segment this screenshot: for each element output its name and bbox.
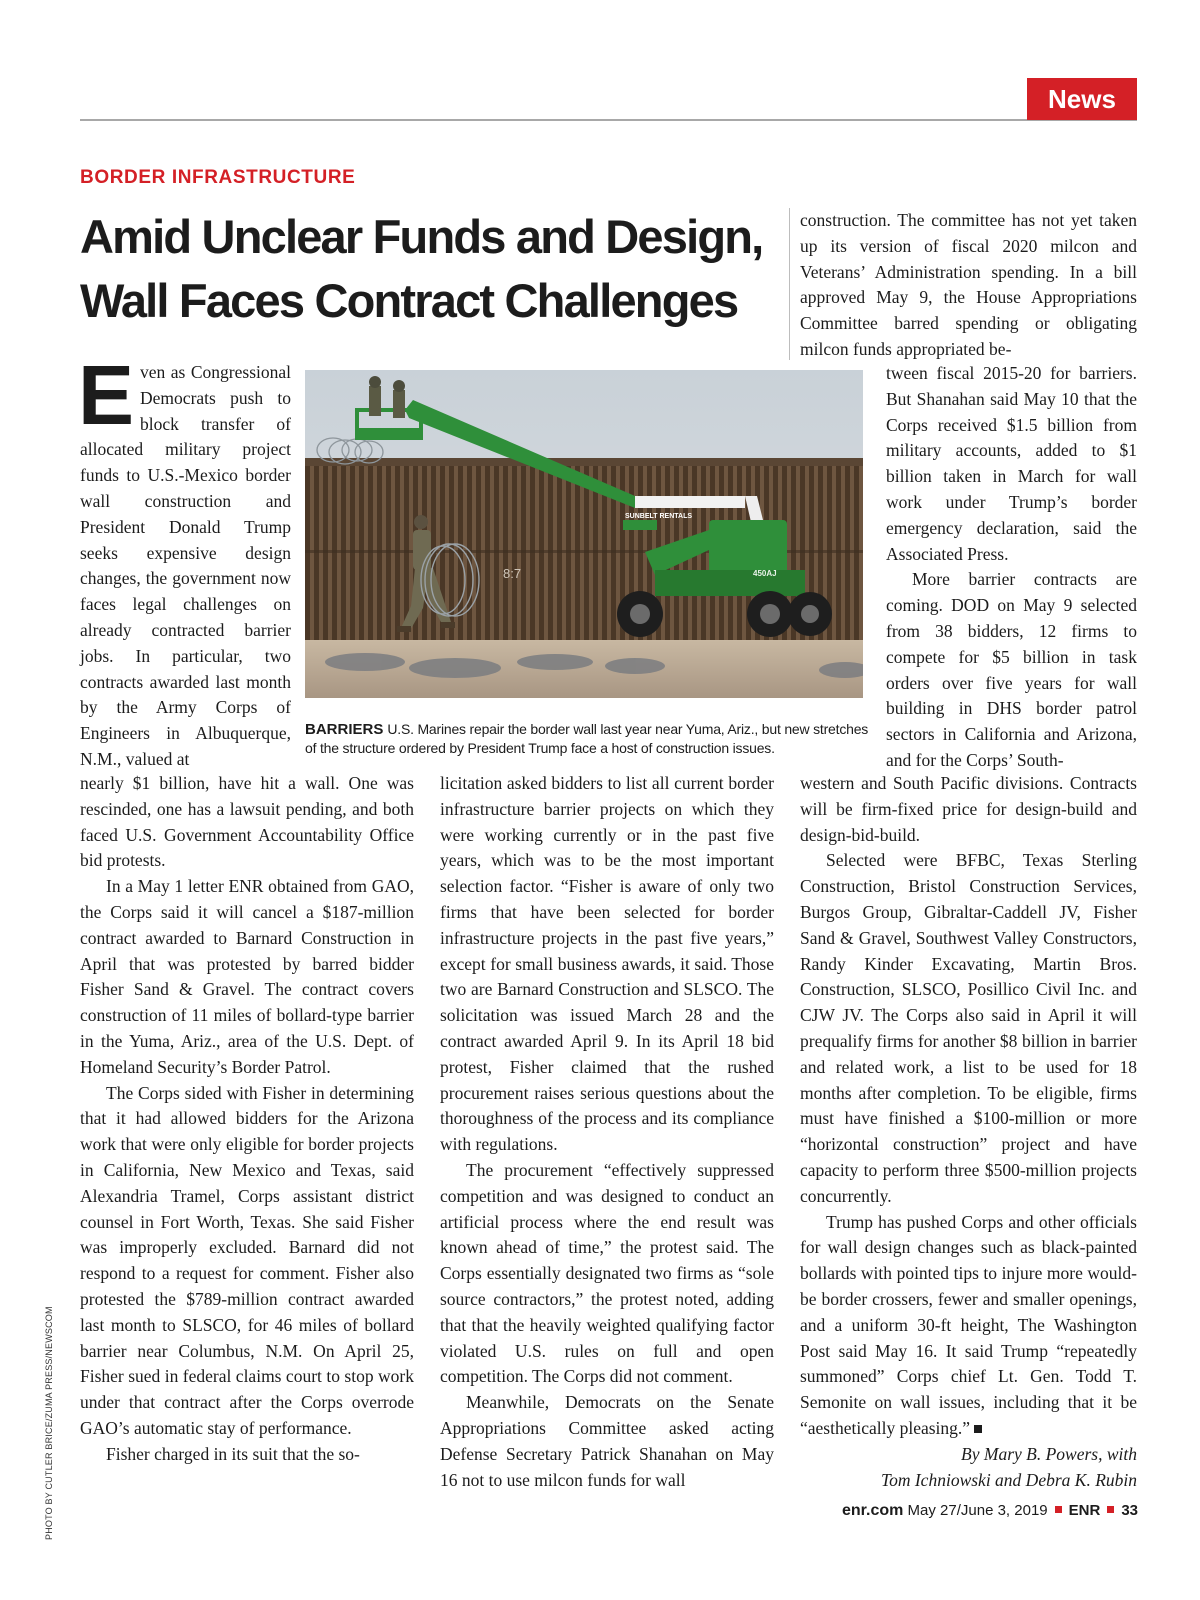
headline-line-2: Wall Faces Contract Challenges xyxy=(80,274,738,327)
paragraph: More barrier contracts are coming. DOD on May 9 selected from 38 bidders, 12 firms to compete for $5 billion in task orders over five years for wall building in DHS border patrol sectors in California and Arizona, and for the Corps’ South- xyxy=(886,569,1137,770)
paragraph: Selected were BFBC, Texas Sterling Construction, Bristol Construction Services, Burgos Group, Gibraltar-Caddell JV, Fisher Sand & Gravel, Southwest Valley Constructors, Randy Kinder Excavating, Martin Bros. Construction, SLSCO, Posillico Civil Inc. and CJW JV. The Corps also said in April it will prequalify firms for another $8 billion in barrier and related work, a list to be used for 18 months after completion. To be eligible, firms must have finished a $100-million or more “horizontal construction” project and have capacity to perform three $500-million projects concurrently. xyxy=(800,850,1137,1206)
footer-issue-date: May 27/June 3, 2019 xyxy=(907,1502,1048,1519)
paragraph: construction. The committee has not yet taken up its version of fiscal 2020 milcon and Veterans’ Administration spending. In a bill approved May 9, the House Appropriations Committee barred spending or obligating milcon funds appropriated be- xyxy=(800,210,1137,359)
paragraph: nearly $1 billion, have hit a wall. One was rescinded, one has a lawsuit pending, and both faced U.S. Government Accountability Office bid protests. xyxy=(80,773,414,871)
footer-separator-icon xyxy=(1107,1506,1114,1513)
article-column-3-middle xyxy=(886,361,1137,774)
article-headline xyxy=(80,205,780,333)
article-column-3 xyxy=(800,771,1137,1493)
footer-magazine-name: ENR xyxy=(1068,1502,1101,1519)
byline-line-1: By Mary B. Powers, with xyxy=(961,1443,1137,1464)
end-mark-icon xyxy=(974,1425,982,1433)
photo-credit: PHOTO BY CUTLER BRICE/ZUMA PRESS/NEWSCOM xyxy=(44,1306,54,1540)
byline-line-2: Tom Ichniowski and Debra K. Rubin xyxy=(880,1469,1137,1490)
headline-line-1: Amid Unclear Funds and Design, xyxy=(80,210,763,263)
article-column-1 xyxy=(80,771,414,1468)
article-column-1-top xyxy=(78,348,291,773)
article-photo xyxy=(305,370,863,698)
paragraph: Meanwhile, Democrats on the Senate Appropriations Committee asked acting Defense Secretary Patrick Shanahan on May 16 not to use milcon funds for wall xyxy=(440,1392,774,1490)
footer-site-link[interactable]: enr.com xyxy=(842,1502,904,1519)
byline xyxy=(800,1442,1137,1494)
photo-caption xyxy=(305,720,870,758)
paragraph: western and South Pacific divisions. Contracts will be firm-fixed price for design-build and design-bid-build. xyxy=(800,773,1137,845)
article-kicker: BORDER INFRASTRUCTURE xyxy=(80,167,356,188)
article-column-3-top xyxy=(800,208,1137,363)
footer-page-number: 33 xyxy=(1121,1502,1138,1519)
caption-text: U.S. Marines repair the border wall last year near Yuma, Ariz., but new stretches of the structure ordered by President Trump face a host of construction issues. xyxy=(305,721,869,756)
lift-model: 450AJ xyxy=(753,569,777,578)
page-footer xyxy=(842,1502,1138,1520)
paragraph: licitation asked bidders to list all current border infrastructure barrier projects on which they were working currently or in the past five years, which was to be the most important selection factor. “Fisher is aware of only two firms that have been selected for border infrastructure projects in the past five years,” except for small business awards, it said. Those two are Barnard Construction and SLSCO. The solicitation was issued March 28 and the contract awarded April 9. In its April 18 bid protest, Fisher claimed that the rushed procurement raises serious questions about the thoroughness of the process and its compliance with regulations. xyxy=(440,773,774,1155)
article-column-2 xyxy=(440,771,774,1493)
wall-marking: 8:7 xyxy=(503,566,522,581)
header-rule xyxy=(80,119,1137,121)
final-paragraph-text: Trump has pushed Corps and other officials for wall design changes such as black-painted bollards with pointed tips to injure more would-be border crossers, fewer and smaller openings, and a uniform 30-ft height, The Washington Post said May 16. It said Trump “repeatedly summoned” Corps chief Lt. Gen. Todd T. Semonite on wall issues, including that it be “aesthetically pleasing.” xyxy=(800,1211,1137,1438)
paragraph: tween fiscal 2015-20 for barriers. But Shanahan said May 10 that the Corps received $1.5 billion from military accounts, added to $1 billion taken in March for wall work under Trump’s border emergency declaration, said the Associated Press. xyxy=(886,363,1137,564)
paragraph: Fisher charged in its suit that the so- xyxy=(106,1443,360,1464)
paragraph: The Corps sided with Fisher in determining that it had allowed bidders for the Arizona work that were only eligible for border projects in California, New Mexico and Texas, said Alexandria Tramel, Corps assistant district counsel in Fort Worth, Texas. She said Fisher was improperly excluded. Barnard did not respond to a request for comment. Fisher also protested the $789-million contract awarded last month to SLSCO, for 46 miles of bollard barrier near Columbus, N.M. On April 25, Fisher sued in federal claims court to stop work under that contract after the Corps overrode GAO’s automatic stay of performance. xyxy=(80,1082,414,1438)
section-tab-news[interactable]: News xyxy=(1027,78,1137,120)
column-divider xyxy=(789,208,790,360)
dropcap-letter: E xyxy=(78,348,135,442)
caption-label: BARRIERS xyxy=(305,721,384,738)
paragraph xyxy=(800,1210,1137,1442)
paragraph: In a May 1 letter ENR obtained from GAO, the Corps said it will cancel a $187-million contract awarded to Barnard Construction in April that was protested by barred bidder Fisher Sand & Gravel. The contract covers construction of 11 miles of bollard-type barrier in the Yuma, Ariz., area of the U.S. Dept. of Homeland Security’s Border Patrol. xyxy=(80,876,414,1077)
border-wall-photo xyxy=(305,370,863,698)
footer-separator-icon xyxy=(1055,1506,1062,1513)
lift-label: SUNBELT RENTALS xyxy=(625,513,693,520)
lead-paragraph: ven as Congressional Democrats push to block transfer of allocated military project funds to U.S.-Mexico border wall construction and President Donald Trump seeks expensive design changes, the government now faces legal challenges on already contracted barrier jobs. In particular, two contracts awarded last month by the Army Corps of Engineers in Albuquerque, N.M., valued at xyxy=(80,362,291,769)
paragraph: The procurement “effectively suppressed competition and was designed to conduct an artificial process where the end result was known ahead of time,” the protest said. The Corps essentially designated two firms as “sole source contractors,” the protest noted, adding that that the heavily weighted qualifying factor violated U.S. rules on full and open competition. The Corps did not comment. xyxy=(440,1159,774,1387)
